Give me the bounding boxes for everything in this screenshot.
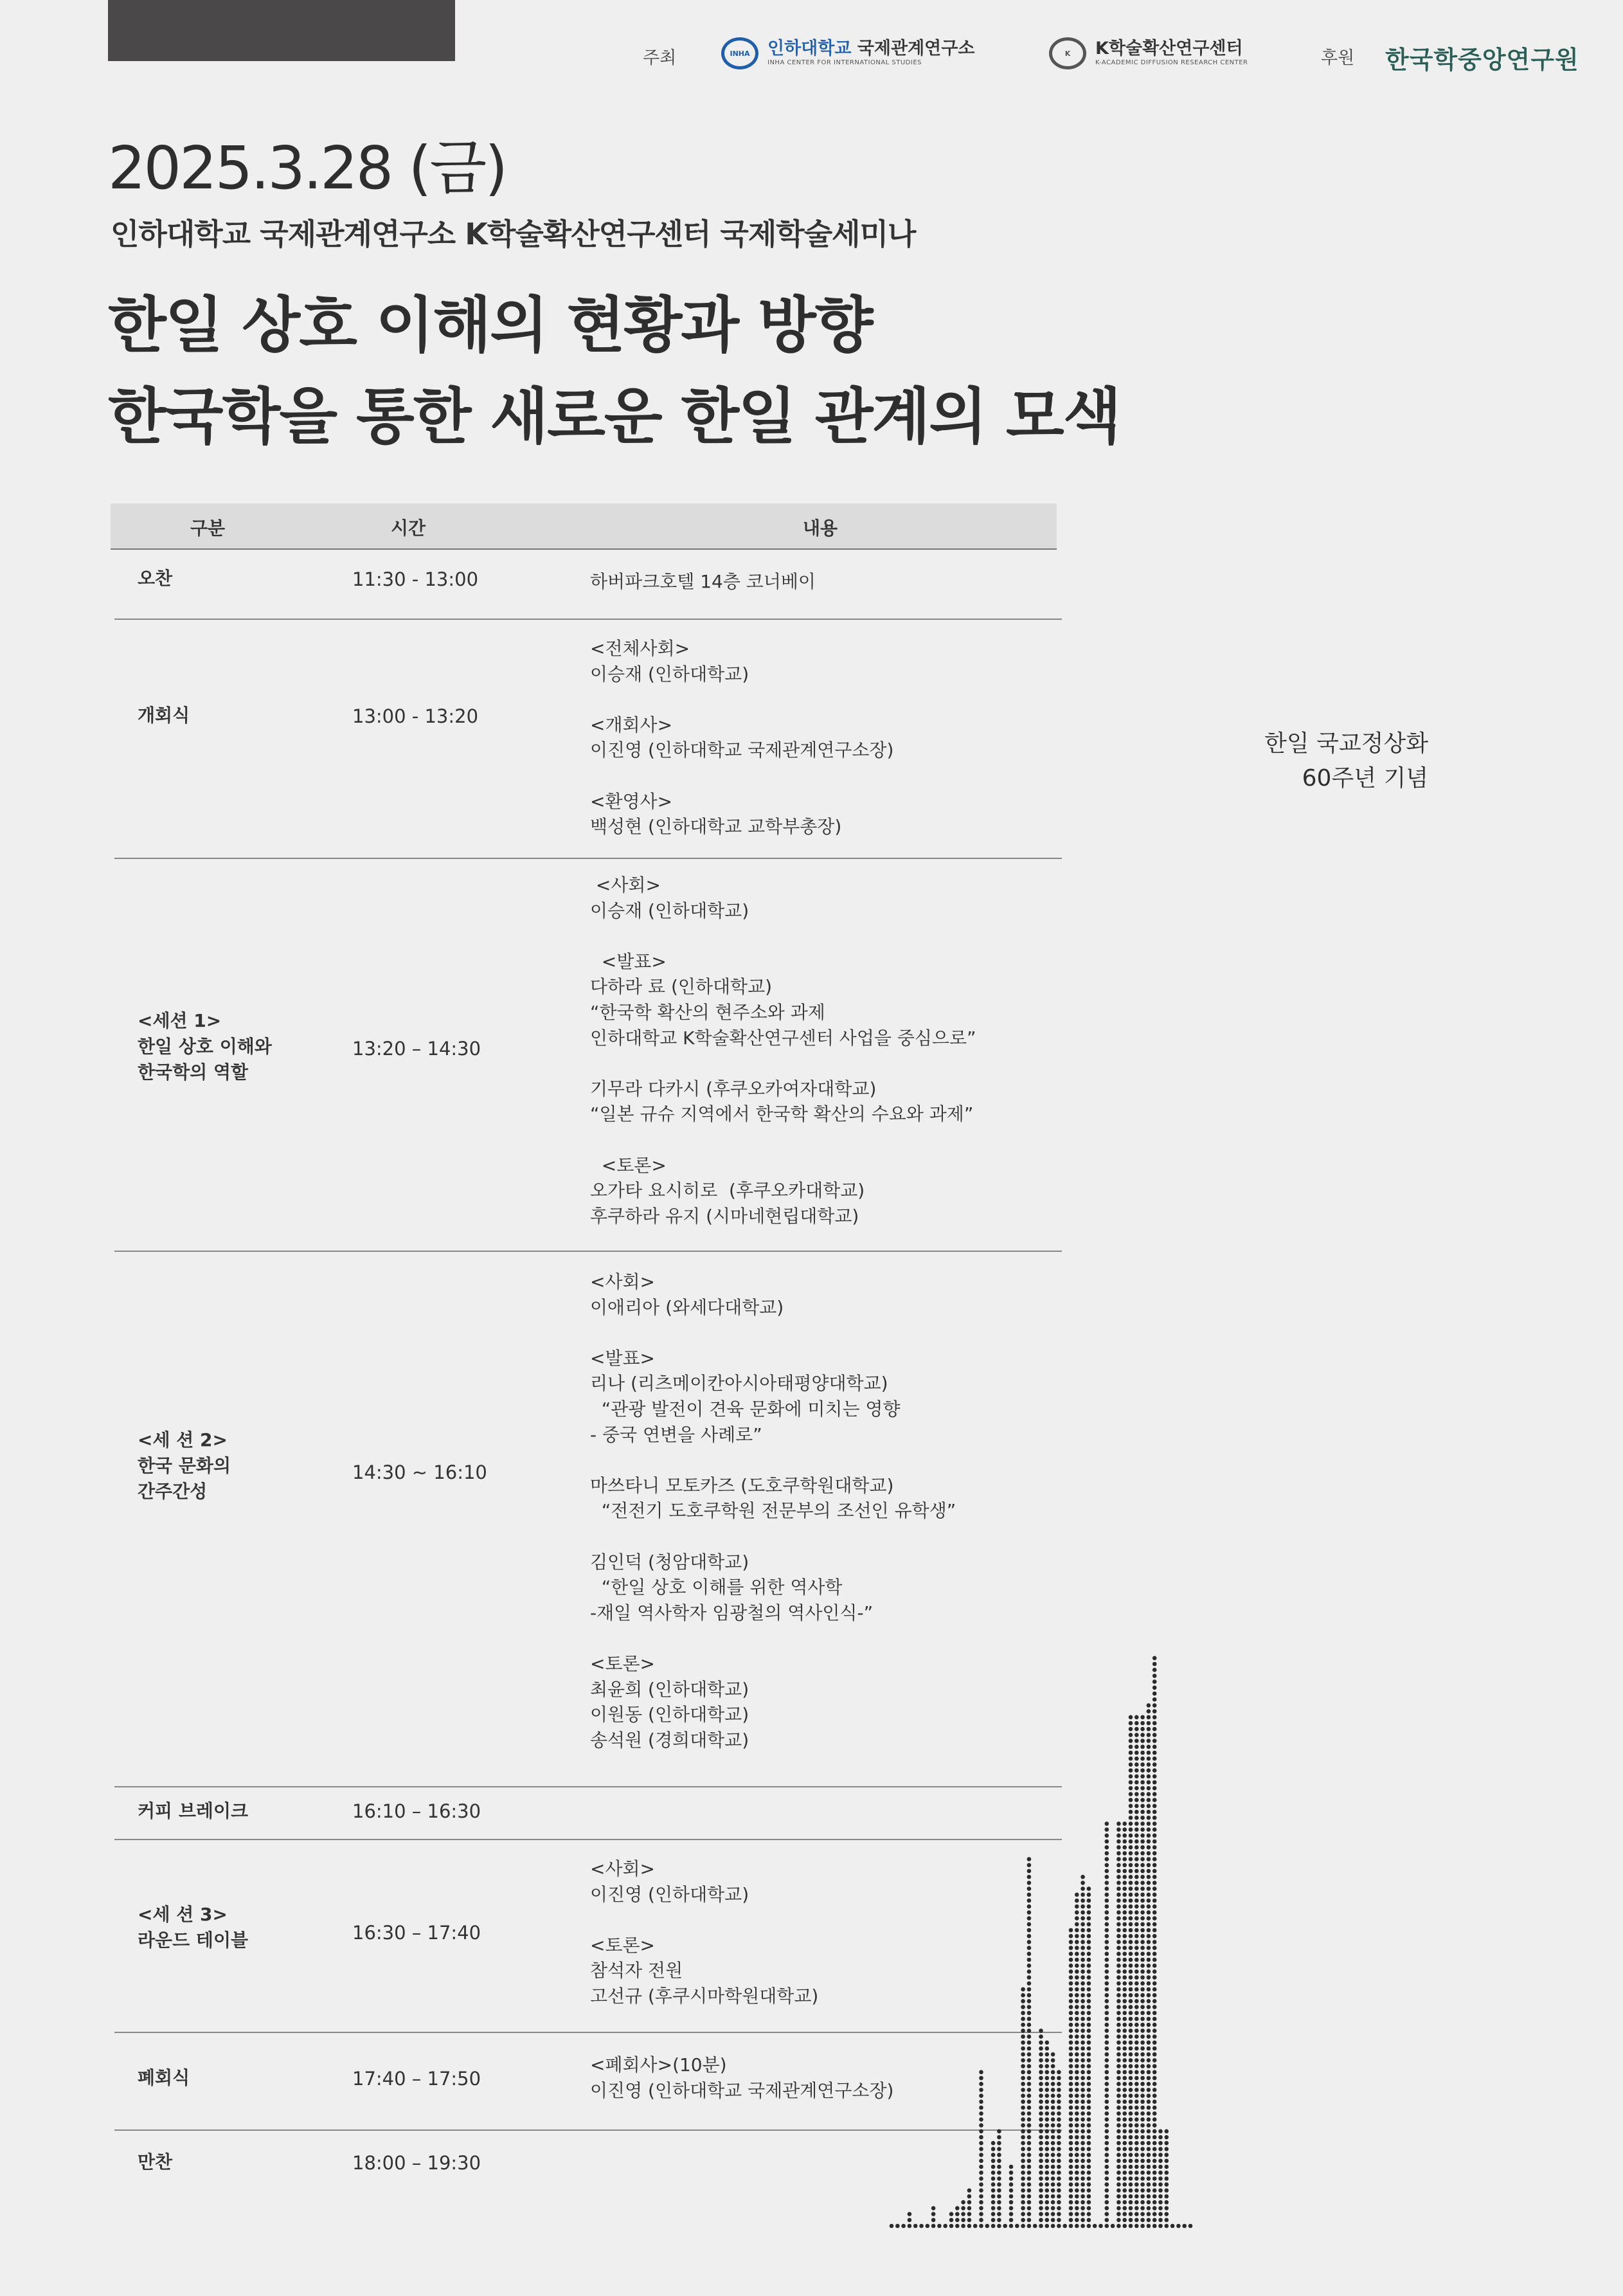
k-logo-sub: K-ACADEMIC DIFFUSION RESEARCH CENTER (1095, 59, 1248, 66)
dot-column (997, 2129, 1001, 2223)
row-category-session2: <세 션 2> 한국 문화의 간주간성 (138, 1429, 231, 1502)
row-category-lunch: 오찬 (138, 568, 173, 589)
dot-column (1158, 2129, 1163, 2223)
inha-logo-name: 인하대학교 (767, 39, 852, 59)
dot-column (949, 2212, 954, 2222)
anniversary-line2: 60주년 기념 (1302, 765, 1428, 791)
event-date: 2025.3.28 (금) (108, 134, 507, 203)
row-time-lunch: 11:30 - 13:00 (352, 568, 479, 590)
anniversary-line1: 한일 국교정상화 (1264, 730, 1428, 757)
dot-column (1152, 1656, 1157, 2223)
row-category-opening: 개회식 (138, 705, 190, 726)
dot-column (1057, 2070, 1061, 2223)
dot-column (1081, 1875, 1085, 2222)
dot-column (1105, 1821, 1109, 2222)
inha-logo-sub: INHA CENTER FOR INTERNATIONAL STUDIES (767, 59, 922, 66)
dot-column (1129, 1715, 1133, 2223)
row-time-session3: 16:30 – 17:40 (352, 1922, 481, 1944)
column-header-time: 시간 (391, 518, 426, 539)
sponsor-logo: 한국학중앙연구원 (1385, 46, 1579, 74)
sponsor-label: 후원 (1321, 48, 1355, 68)
k-academic-logo (1049, 37, 1248, 69)
dot-column (1122, 1821, 1127, 2222)
dot-baseline (890, 2224, 1193, 2228)
dot-column (931, 2206, 936, 2222)
dot-column (1075, 1893, 1079, 2223)
dot-column (1069, 1928, 1073, 2222)
k-logo-name: K학술확산연구센터 (1095, 39, 1243, 59)
top-color-bar (108, 0, 455, 61)
row-divider (114, 1251, 1062, 1252)
row-time-dinner: 18:00 – 19:30 (352, 2152, 481, 2174)
row-content-session2: <사회> 이애리아 (와세다대학교) <발표> 리나 (리츠메이칸아시아태평양대학교) “관광 발전이 견육 문화에 미치는 영향 - 중국 연변을 사례로” 마쓰타니 모토카즈 (도호쿠학원대학교) “전전기 도호쿠학원 전문부의 조선인 유학생” 김인덕 (청암대학교) “한일 상호 이해를 위한 역사학 -재일 역사학자 임광철의 역사인식-” <토론> 최윤희 (인하대학교) 이원동 (인하대학교) 송석원 (경희대학교) (590, 1271, 956, 1751)
event-title-line2: 한국학을 통한 새로운 한일 관계의 모색 (108, 382, 1120, 452)
inha-emblem-icon: INHA (721, 37, 758, 69)
inha-logo-name2: 국제관계연구소 (857, 39, 975, 59)
row-content-session3: <사회> 이진영 (인하대학교) <토론> 참석자 전원 고선규 (후쿠시마학원대학교) (590, 1858, 819, 2007)
inha-ccis-logo (721, 37, 974, 69)
dot-column (991, 2141, 996, 2222)
schedule-header-bar (111, 503, 1057, 550)
event-title-line1: 한일 상호 이해의 현황과 방향 (108, 291, 872, 361)
dot-column (1021, 1987, 1025, 2222)
row-time-session1: 13:20 – 14:30 (352, 1038, 481, 1060)
row-content-opening: <전체사회> 이승재 (인하대학교) <개회사> 이진영 (인하대학교 국제관계연구소장) <환영사> 백성현 (인하대학교 교학부총장) (590, 638, 894, 838)
dot-column (1140, 1715, 1145, 2223)
anniversary-text (1264, 727, 1428, 796)
row-time-session2: 14:30 ~ 16:10 (352, 1461, 487, 1483)
dot-column (1116, 1821, 1121, 2222)
row-content-lunch: 하버파크호텔 14층 코너베이 (590, 571, 816, 592)
row-time-closing: 17:40 – 17:50 (352, 2068, 481, 2090)
row-time-opening: 13:00 - 13:20 (352, 705, 479, 727)
dot-column (908, 2212, 912, 2222)
row-divider (114, 1786, 1062, 1787)
row-time-coffee-break: 16:10 – 16:30 (352, 1800, 481, 1822)
row-category-dinner: 만찬 (138, 2151, 173, 2173)
row-content-session1: <사회> 이승재 (인하대학교) <발표> 다하라 료 (인하대학교) “한국학 확산의 현주소와 과제 인하대학교 K학술확산연구센터 사업을 중심으로” 기무라 다카시 (후쿠오카여자대학교) “일본 규슈 지역에서 한국학 확산의 수요와 과제” <토론> 오가타 요시히로 (후쿠오카대학교) 후쿠하라 유지 (시마네현립대학교) (590, 874, 976, 1227)
row-divider (114, 2032, 1062, 2033)
row-divider (114, 858, 1062, 859)
k-academic-emblem-icon: K (1049, 37, 1086, 69)
row-divider (114, 619, 1062, 620)
event-subtitle: 인하대학교 국제관계연구소 K학술확산연구센터 국제학술세미나 (111, 217, 916, 251)
dot-column (967, 2189, 972, 2223)
dot-column (955, 2206, 960, 2222)
dot-column (1134, 1715, 1139, 2223)
dot-column (1009, 2165, 1014, 2222)
row-category-closing: 폐회식 (138, 2067, 190, 2088)
row-content-closing: <폐회사>(10분) 이진영 (인하대학교 국제관계연구소장) (590, 2054, 894, 2101)
column-header-category: 구분 (190, 518, 226, 539)
host-label: 주최 (643, 48, 677, 68)
dot-column (1087, 1886, 1091, 2222)
row-category-coffee-break: 커피 브레이크 (138, 1800, 249, 1821)
dot-column (1147, 1703, 1151, 2222)
row-category-session3: <세 션 3> 라운드 테이블 (138, 1904, 249, 1951)
row-divider (114, 2129, 1062, 2131)
dot-column (1165, 2129, 1169, 2223)
row-category-session1: <세션 1> 한일 상호 이해와 한국학의 역할 (138, 1010, 272, 1083)
row-divider (114, 1839, 1062, 1840)
column-header-content: 내용 (803, 518, 838, 539)
dot-column (961, 2200, 965, 2222)
